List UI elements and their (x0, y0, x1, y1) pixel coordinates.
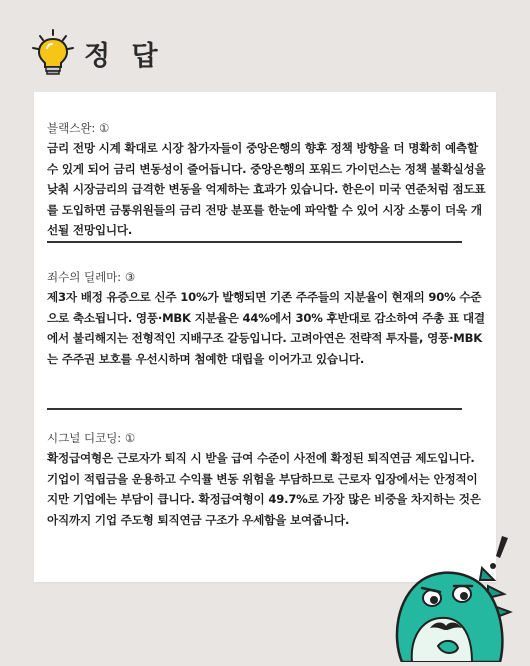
lightbulb-icon (30, 28, 76, 78)
divider (47, 241, 462, 243)
section-body: 확정급여형은 근로자가 퇴직 시 받을 급여 수준이 사전에 확정된 퇴직연금 제도입니다. 기업이 적립금을 운용하고 수익률 변동 위험을 부담하므로 근로자 입장에서는 안정적이지만 기업에는 부담이 큽니다. 확정급여형이 49.7%로 가장 많은 비중을 차지하는 것은 아직까지 기업 주도형 퇴직연금 구조가 우세함을 보여줍니다. (47, 451, 481, 527)
section-title: 블랙스완: ① (47, 121, 110, 135)
divider (47, 408, 462, 410)
answer-section-3 (47, 428, 487, 530)
answer-card (34, 92, 496, 582)
answer-section-1 (47, 118, 487, 241)
dinosaur-mascot-icon (382, 528, 530, 662)
section-body: 금리 전망 시계 확대로 시장 참가자들이 중앙은행의 향후 정책 방향을 더 명확히 예측할 수 있게 되어 금리 변동성이 줄어듭니다. 중앙은행의 포워드 가이던스는 정책 불확실성을 낮춰 시장금리의 급격한 변동을 억제하는 효과가 있습니다. 한은이 미국 연준처럼 점도표를 도입하면 금통위원들의 금리 전망 분포를 한눈에 파악할 수 있어 시장 소통이 더욱 개선될 전망입니다. (47, 141, 486, 238)
section-body: 제3자 배정 유증으로 신주 10%가 발행되면 기존 주주들의 지분율이 현재의 90% 수준으로 축소됩니다. 영풍·MBK 지분율은 44%에서 30% 후반대로 감소하여 주총 표 대결에서 불리해지는 전형적인 지배구조 갈등입니다. 고려아연은 전략적 투자를, 영풍·MBK는 주주권 보호를 우선시하며 첨예한 대립을 이어가고 있습니다. (47, 290, 485, 366)
section-title: 죄수의 딜레마: ③ (47, 270, 136, 284)
section-title: 시그널 디코딩: ① (47, 431, 136, 445)
header (30, 28, 164, 78)
page-title: 정 답 (84, 40, 164, 72)
answer-section-2 (47, 267, 487, 369)
